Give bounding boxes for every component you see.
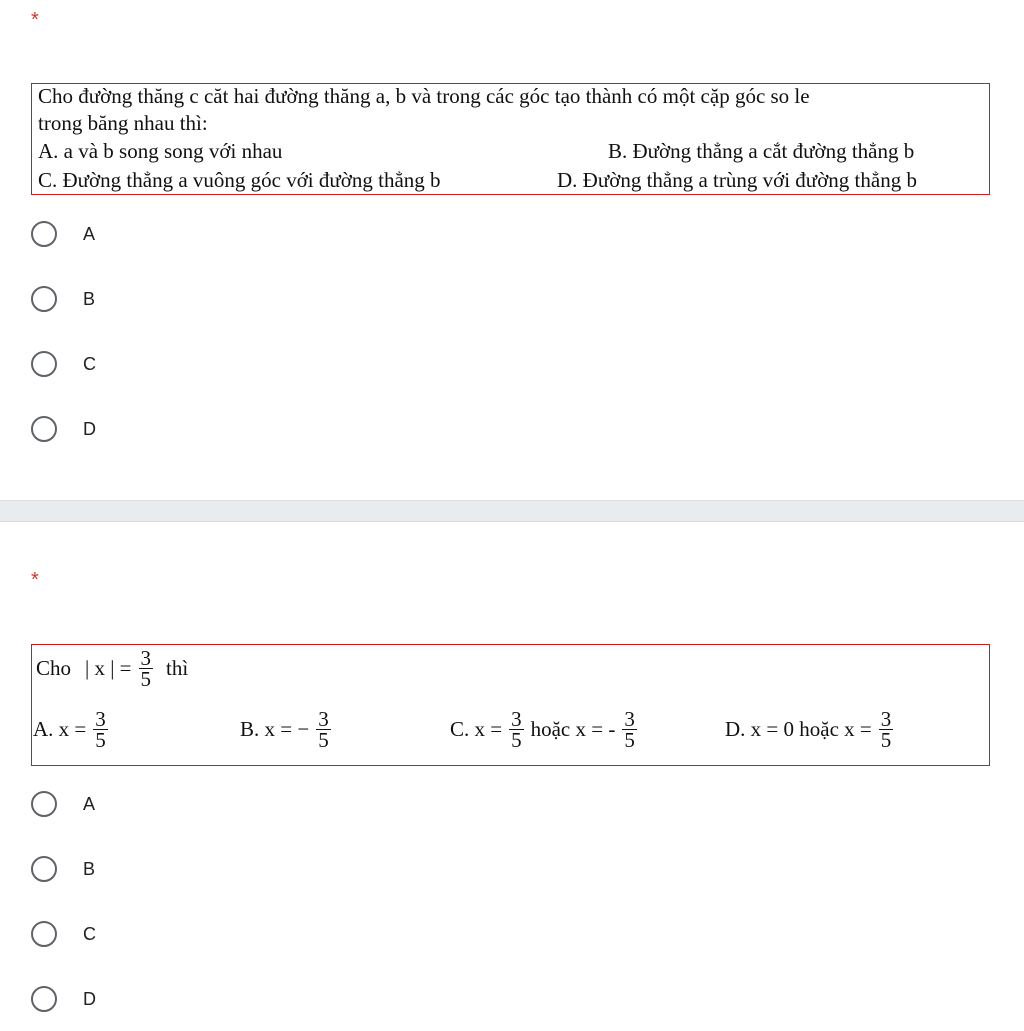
option-label: C [83, 353, 96, 374]
radio-icon[interactable] [31, 856, 57, 882]
prompt-abs: | x | = [85, 656, 132, 680]
option-b[interactable] [31, 282, 95, 316]
choice-a-formula [33, 709, 111, 750]
fraction-denominator: 5 [95, 728, 106, 752]
option-label: B [83, 858, 96, 879]
choice-d-fraction [879, 709, 894, 750]
choice-c-middle: hoặc x = - [530, 717, 616, 741]
option-label: D [83, 418, 96, 439]
question-text-line-1: Cho đường thăng c căt hai đường thăng a, b và trong các góc tạo thành có một cặp góc so le [38, 84, 810, 108]
fraction-numerator: 3 [880, 707, 892, 731]
question-prompt [36, 648, 188, 689]
radio-icon[interactable] [31, 921, 57, 947]
option-b[interactable] [31, 852, 95, 886]
fraction-numerator: 3 [511, 707, 522, 731]
choice-d-formula [725, 709, 896, 750]
choice-b-fraction [316, 709, 331, 750]
radio-icon[interactable] [31, 221, 57, 247]
question-text-line-2: trong băng nhau thì: [38, 111, 208, 135]
fraction-denominator: 5 [624, 728, 635, 752]
card-separator [0, 500, 1024, 522]
option-label: B [83, 288, 96, 309]
fraction-denominator: 5 [318, 728, 329, 752]
choice-c-fraction-1 [509, 709, 524, 750]
option-label: A [83, 223, 96, 244]
fraction-numerator: 3 [140, 646, 152, 670]
option-c[interactable] [31, 347, 96, 381]
choice-c-prefix: C. x = [450, 717, 503, 741]
choice-b-formula [240, 709, 334, 750]
required-asterisk: * [31, 569, 39, 591]
choice-d-prefix: D. x = 0 hoặc x = [725, 717, 872, 741]
choice-c-text: C. Đường thẳng a vuông góc với đường thẳng b [38, 168, 441, 192]
choice-a-fraction [93, 709, 108, 750]
fraction-numerator: 3 [318, 707, 329, 731]
option-label: A [83, 793, 96, 814]
question-image-1 [31, 83, 990, 195]
fraction-numerator: 3 [624, 707, 635, 731]
choice-c-fraction-2 [622, 709, 637, 750]
option-a[interactable] [31, 787, 95, 821]
option-label: D [83, 988, 96, 1009]
fraction-numerator: 3 [95, 707, 106, 731]
fraction-denominator: 5 [511, 728, 522, 752]
question-card-2 [0, 522, 1024, 1031]
choice-a-text: A. a và b song song với nhau [38, 139, 283, 163]
option-a[interactable] [31, 217, 95, 251]
radio-icon[interactable] [31, 286, 57, 312]
radio-icon[interactable] [31, 351, 57, 377]
required-asterisk: * [31, 9, 39, 31]
choice-b-prefix: B. x = − [240, 717, 310, 741]
choice-d-text: D. Đường thẳng a trùng với đường thẳng b [557, 168, 917, 192]
question-card-1 [0, 0, 1024, 500]
question-image-2 [31, 644, 990, 766]
prompt-suffix: thì [166, 656, 189, 680]
radio-icon[interactable] [31, 986, 57, 1012]
choice-b-text: B. Đường thẳng a cắt đường thẳng b [608, 139, 915, 163]
fraction-denominator: 5 [880, 728, 892, 752]
option-d[interactable] [31, 412, 96, 446]
radio-icon[interactable] [31, 416, 57, 442]
option-label: C [83, 923, 96, 944]
choice-a-prefix: A. x = [33, 717, 87, 741]
option-c[interactable] [31, 917, 96, 951]
prompt-prefix: Cho [36, 656, 72, 680]
option-d[interactable] [31, 982, 96, 1016]
choice-c-formula [450, 709, 640, 750]
fraction-denominator: 5 [140, 667, 152, 691]
radio-icon[interactable] [31, 791, 57, 817]
prompt-fraction [139, 648, 154, 689]
